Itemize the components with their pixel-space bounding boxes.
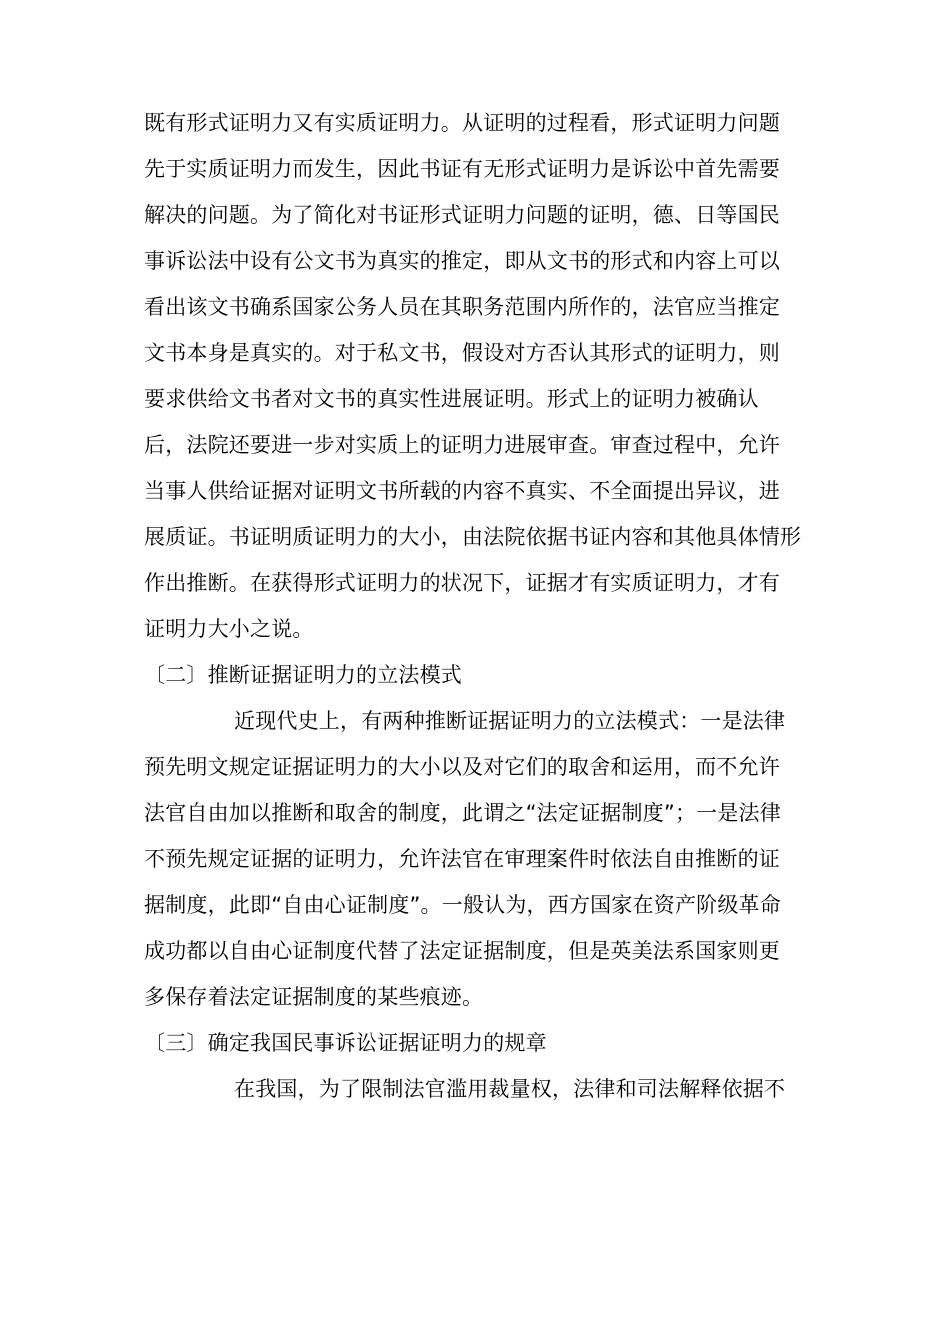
paragraph-2	[144, 698, 816, 1020]
text-line: 不预先规定证据的证明力，允许法官在审理案件时依法自由推断的证	[144, 847, 780, 871]
document-body	[144, 100, 816, 1112]
text-line: 近现代史上，有两种推断证据证明力的立法模式：一是法律	[234, 709, 786, 733]
section-heading-2: 〔二〕推断证据证明力的立法模式	[144, 663, 462, 687]
text-line: 在我国，为了限制法官滥用裁量权，法律和司法解释依据不	[234, 1077, 786, 1101]
text-line: 解决的问题。为了简化对书证形式证明力问题的证明，德、日等国民	[144, 203, 780, 227]
text-line: 成功都以自由心证制度代替了法定证据制度，但是英美法系国家则更	[144, 939, 780, 963]
text-line: 先于实质证明力而发生，因此书证有无形式证明力是诉讼中首先需要	[144, 157, 780, 181]
text-line: 文书本身是真实的。对于私文书，假设对方否认其形式的证明力，则	[144, 341, 780, 365]
section-heading-3: 〔三〕确定我国民事诉讼证据证明力的规章	[144, 1031, 547, 1055]
text-line: 多保存着法定证据制度的某些痕迹。	[144, 985, 484, 1009]
text-line: 事诉讼法中设有公文书为真实的推定，即从文书的形式和内容上可以	[144, 249, 780, 273]
text-line: 作出推断。在获得形式证明力的状况下，证据才有实质证明力，才有	[144, 571, 780, 595]
text-line: 既有形式证明力又有实质证明力。从证明的过程看，形式证明力问题	[144, 111, 780, 135]
text-line: 后，法院还要进一步对实质上的证明力进展审查。审查过程中，允许	[144, 433, 780, 457]
text-line: 展质证。书证明质证明力的大小，由法院依据书证内容和其他具体情形	[144, 525, 802, 549]
text-line: 预先明文规定证据证明力的大小以及对它们的取舍和运用，而不允许	[144, 755, 780, 779]
text-line: 证明力大小之说。	[144, 617, 314, 641]
text-line: 当事人供给证据对证明文书所载的内容不真实、不全面提出异议，进	[144, 479, 780, 503]
text-line: 看出该文书确系国家公务人员在其职务范围内所作的，法官应当推定	[144, 295, 780, 319]
paragraph-3	[144, 1066, 816, 1112]
text-line: 法官自由加以推断和取舍的制度，此谓之“法定证据制度”；一是法律	[144, 801, 781, 825]
paragraph-1	[144, 100, 816, 652]
text-line: 要求供给文书者对文书的真实性进展证明。形式上的证明力被确认	[144, 387, 759, 411]
text-line: 据制度，此即“自由心证制度”。一般认为，西方国家在资产阶级革命	[144, 893, 781, 917]
